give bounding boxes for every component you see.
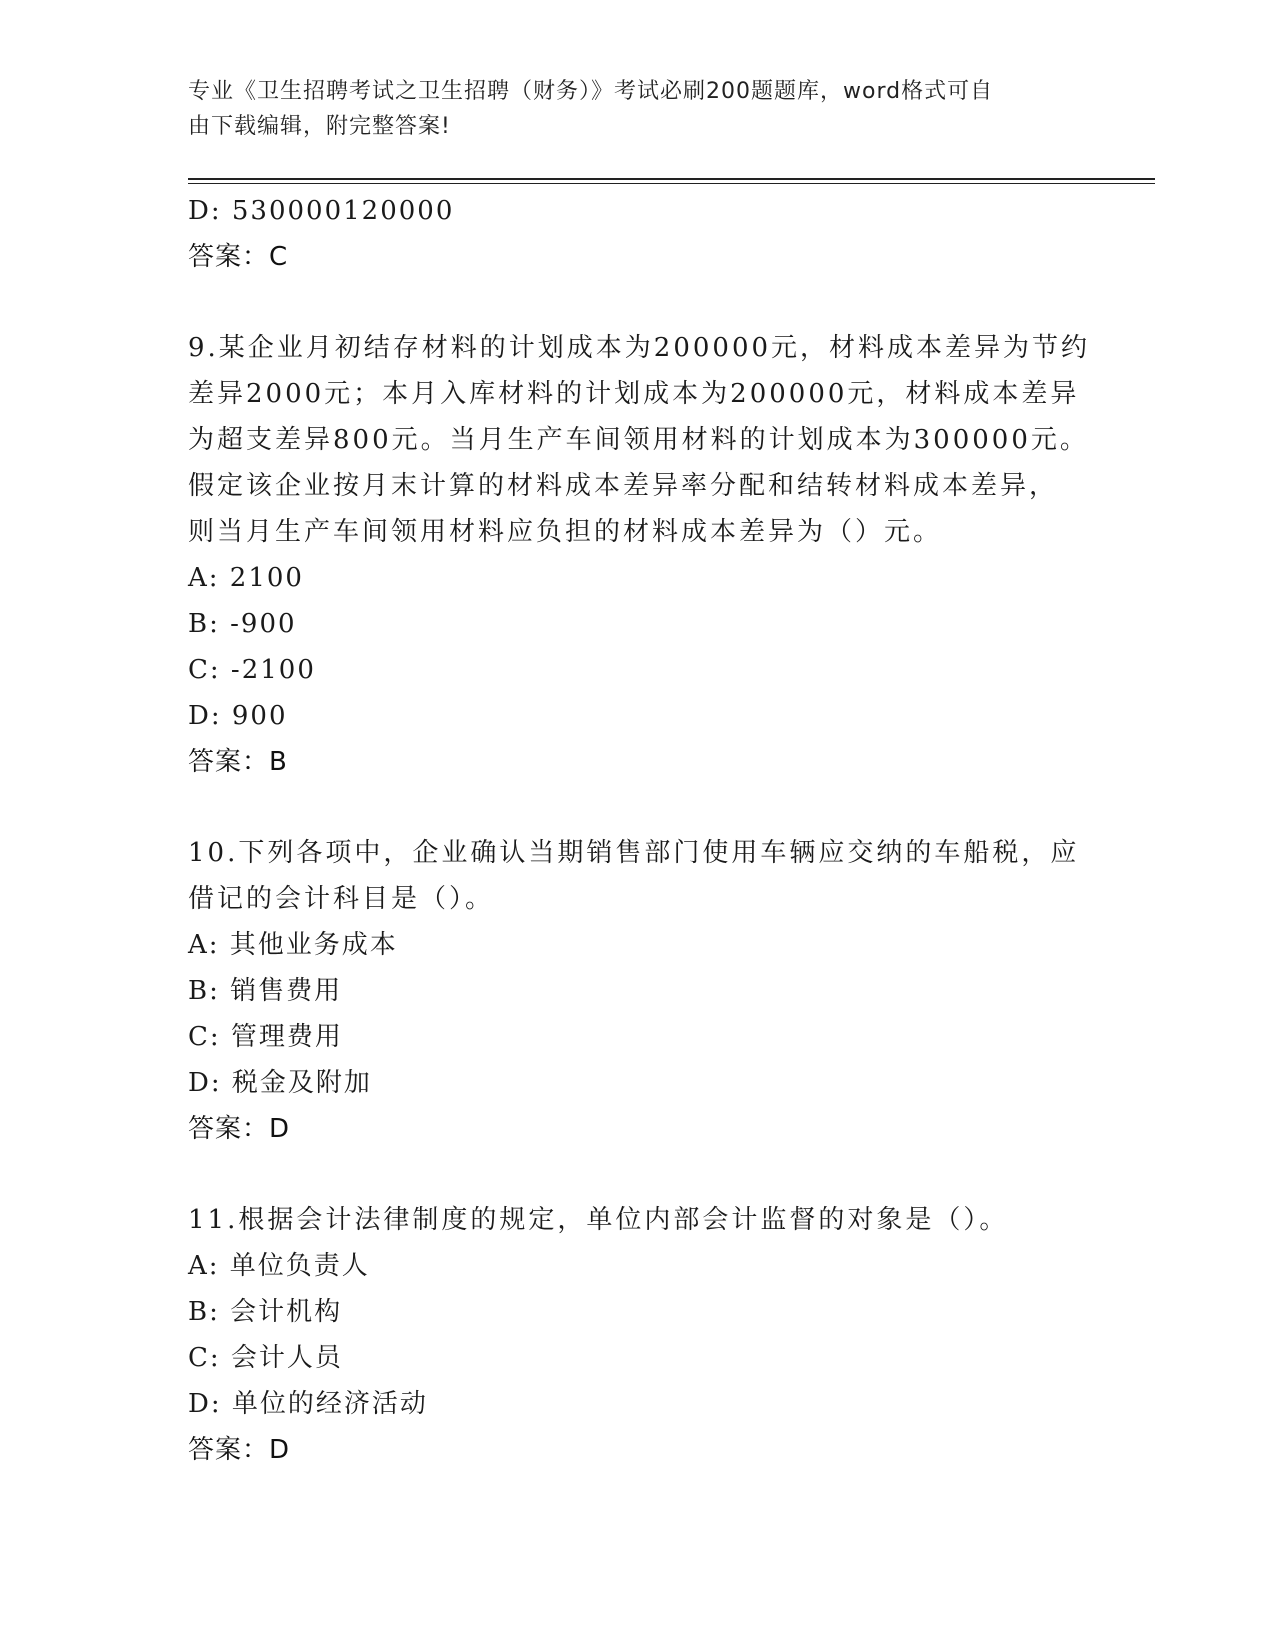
question-10-option-a: A: 其他业务成本: [188, 930, 398, 960]
header-divider-thin: [188, 183, 1155, 184]
prev-question-option-d: D: 530000120000: [188, 196, 455, 226]
question-9-stem-line: 为超支差异800元。当月生产车间领用材料的计划成本为300000元。: [188, 425, 1089, 455]
question-10-option-d: D: 税金及附加: [188, 1068, 372, 1098]
header-title-line-2: 由下载编辑，附完整答案!: [188, 114, 451, 139]
header-title-line-1: 专业《卫生招聘考试之卫生招聘（财务）》考试必刷200题题库，word格式可自: [188, 79, 994, 104]
question-10-stem-line: 借记的会计科目是（）。: [188, 884, 495, 914]
question-content: [188, 188, 1091, 1473]
question-9-option-c: C: -2100: [188, 655, 316, 685]
question-10-option-c: C: 管理费用: [188, 1022, 343, 1052]
prev-question-answer: 答案：C: [188, 242, 289, 272]
question-11-stem-line: 11.根据会计法律制度的规定，单位内部会计监督的对象是（）。: [188, 1205, 1009, 1235]
spacer: [188, 785, 1088, 830]
question-11-option-b: B: 会计机构: [188, 1297, 343, 1327]
question-11-answer: 答案：D: [188, 1435, 291, 1465]
question-9-option-a: A: 2100: [188, 563, 304, 593]
question-11: [188, 1197, 1088, 1473]
question-9-option-b: B: -900: [188, 609, 297, 639]
question-9-stem-line: 差异2000元；本月入库材料的计划成本为200000元，材料成本差异: [188, 379, 1080, 409]
spacer: [188, 1152, 1088, 1197]
question-10-answer: 答案：D: [188, 1114, 291, 1144]
question-9-stem-line: 则当月生产车间领用材料应负担的材料成本差异为（）元。: [188, 517, 943, 547]
question-10-option-b: B: 销售费用: [188, 976, 343, 1006]
question-9-stem-line: 9.某企业月初结存材料的计划成本为200000元，材料成本差异为节约: [188, 333, 1091, 363]
question-11-option-d: D: 单位的经济活动: [188, 1389, 428, 1419]
question-9: [188, 325, 1091, 785]
spacer: [188, 280, 1088, 325]
question-10-stem-line: 10.下列各项中，企业确认当期销售部门使用车辆应交纳的车船税，应: [188, 838, 1080, 868]
question-10: [188, 830, 1088, 1152]
document-header: [188, 74, 1068, 144]
header-divider-thick: [188, 178, 1155, 180]
question-9-option-d: D: 900: [188, 701, 288, 731]
question-9-answer: 答案：B: [188, 747, 288, 777]
question-11-option-c: C: 会计人员: [188, 1343, 343, 1373]
question-11-option-a: A: 单位负责人: [188, 1251, 370, 1281]
question-9-stem-line: 假定该企业按月末计算的材料成本差异率分配和结转材料成本差异，: [188, 471, 1059, 501]
